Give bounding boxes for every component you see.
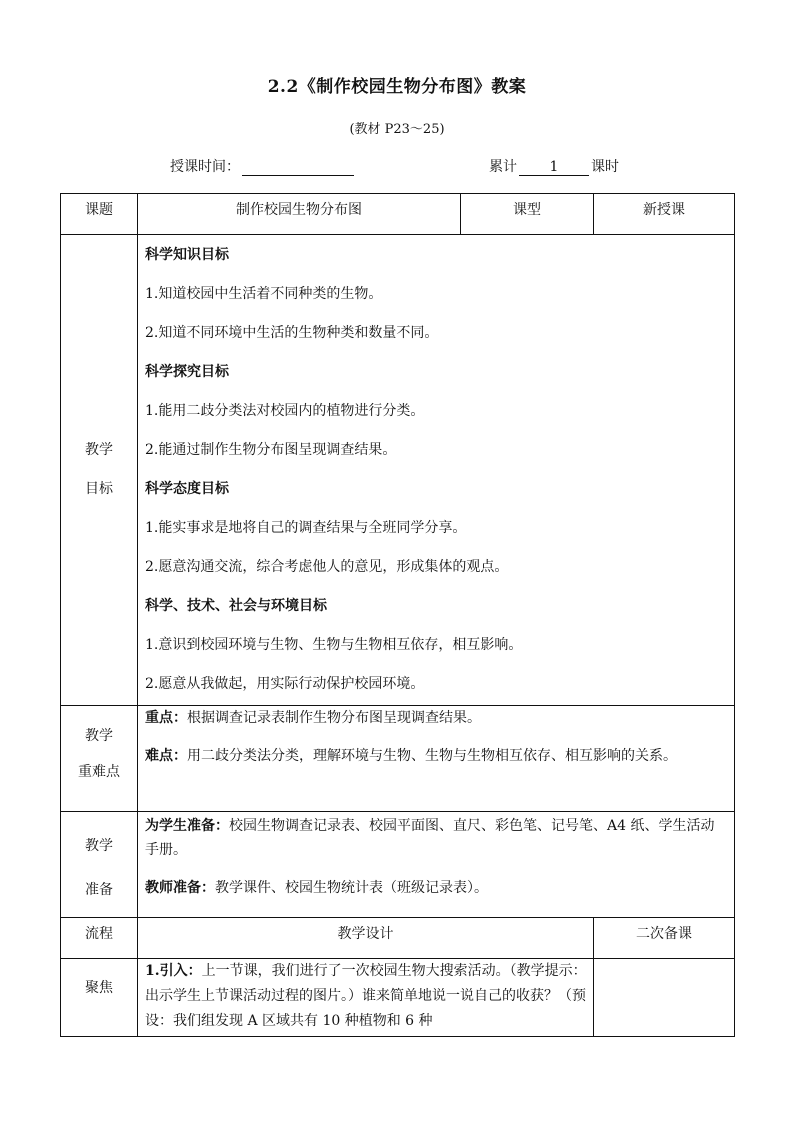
lesson-time-blank <box>242 159 354 176</box>
goal-item: 1.意识到校园环境与生物、生物与生物相互依存，相互影响。 <box>145 637 523 653</box>
key-point-text: 根据调查记录表制作生物分布图呈现调查结果。 <box>187 710 481 726</box>
goal-heading: 科学、技术、社会与环境目标 <box>145 598 327 614</box>
lesson-type-label-cell <box>461 194 594 235</box>
flow-label-cell <box>61 918 138 959</box>
lesson-time-field <box>170 156 354 176</box>
prep-content-cell <box>138 812 735 918</box>
lesson-type-value: 新授课 <box>643 202 685 218</box>
goal-item: 1.能用二歧分类法对校园内的植物进行分类。 <box>145 403 425 419</box>
revision-label-cell <box>594 918 735 959</box>
goals-label-1: 教学 <box>85 442 113 458</box>
goal-item: 2.知道不同环境中生活的生物种类和数量不同。 <box>145 325 439 341</box>
keypoints-label-1: 教学 <box>85 728 113 744</box>
key-point <box>145 706 728 730</box>
focus-label-cell <box>61 959 138 1037</box>
prep-label-cell <box>61 812 138 918</box>
prep-label-2: 准备 <box>85 882 113 898</box>
lesson-total-field <box>489 156 619 176</box>
focus-body: 上一节课，我们进行了一次校园生物大搜索活动。（教学提示：出示学生上节课活动过程的图片。）谁来简单地说一说自己的收获？（预设：我们组发现 A 区域共有 10 种植物和 6 种 <box>145 963 587 1029</box>
flow-label: 流程 <box>85 926 113 942</box>
difficult-point-text: 用二歧分类法分类，理解环境与生物、生物与生物相互依存、相互影响的关系。 <box>187 748 677 764</box>
goal-item: 1.能实事求是地将自己的调查结果与全班同学分享。 <box>145 520 467 536</box>
student-prep-text: 校园生物调查记录表、校园平面图、直尺、彩色笔、记号笔、A4 纸、学生活动手册。 <box>145 818 715 858</box>
goal-item: 1.知道校园中生活着不同种类的生物。 <box>145 286 383 302</box>
difficult-point <box>145 744 728 768</box>
focus-revision-cell <box>594 959 735 1037</box>
document-title: 2.2《制作校园生物分布图》教案 <box>267 77 527 97</box>
lesson-type-value-cell <box>594 194 735 235</box>
table-row <box>61 194 735 235</box>
teacher-prep <box>145 876 728 900</box>
revision-label: 二次备课 <box>636 926 692 942</box>
goal-item: 2.能通过制作生物分布图呈现调查结果。 <box>145 442 397 458</box>
teacher-prep-label: 教师准备： <box>145 880 215 896</box>
keypoints-content-cell <box>138 706 735 812</box>
topic-label-cell <box>61 194 138 235</box>
document-subtitle: (教材 P23～25) <box>349 122 445 137</box>
design-label-cell <box>138 918 594 959</box>
focus-text <box>145 959 587 1034</box>
lesson-total-label: 累计 <box>489 159 517 175</box>
keypoints-label-2: 重难点 <box>78 764 120 780</box>
table-row <box>61 959 735 1037</box>
student-prep-label: 为学生准备： <box>145 818 229 834</box>
topic-value-cell <box>138 194 461 235</box>
table-row <box>61 235 735 706</box>
focus-content-cell <box>138 959 594 1037</box>
prep-label-1: 教学 <box>85 838 113 854</box>
lesson-total-unit: 课时 <box>591 159 619 175</box>
goals-content-cell <box>138 235 735 706</box>
student-prep <box>145 814 728 862</box>
table-row <box>61 812 735 918</box>
keypoints-label-cell <box>61 706 138 812</box>
goal-heading: 科学态度目标 <box>145 481 229 497</box>
lesson-total-value: 1 <box>519 159 589 176</box>
topic-label: 课题 <box>85 202 113 218</box>
goal-item: 2.愿意沟通交流，综合考虑他人的意见，形成集体的观点。 <box>145 559 509 575</box>
lesson-plan-table <box>60 193 735 1037</box>
table-row <box>61 918 735 959</box>
difficult-point-label: 难点： <box>145 748 187 764</box>
teacher-prep-text: 教学课件、校园生物统计表（班级记录表）。 <box>215 880 488 896</box>
goal-item: 2.愿意从我做起，用实际行动保护校园环境。 <box>145 676 425 692</box>
lesson-time-label: 授课时间： <box>170 159 240 175</box>
goal-heading: 科学知识目标 <box>145 247 229 263</box>
focus-label: 聚焦 <box>85 980 113 996</box>
design-label: 教学设计 <box>337 926 394 942</box>
topic-value: 制作校园生物分布图 <box>236 202 362 218</box>
key-point-label: 重点： <box>145 710 187 726</box>
goals-list <box>138 235 734 704</box>
table-row <box>61 706 735 812</box>
focus-lead: 1.引入： <box>145 963 202 979</box>
goals-label-cell <box>61 235 138 706</box>
goals-label-2: 目标 <box>85 481 113 497</box>
lesson-type-label: 课型 <box>513 202 541 218</box>
goal-heading: 科学探究目标 <box>145 364 229 380</box>
